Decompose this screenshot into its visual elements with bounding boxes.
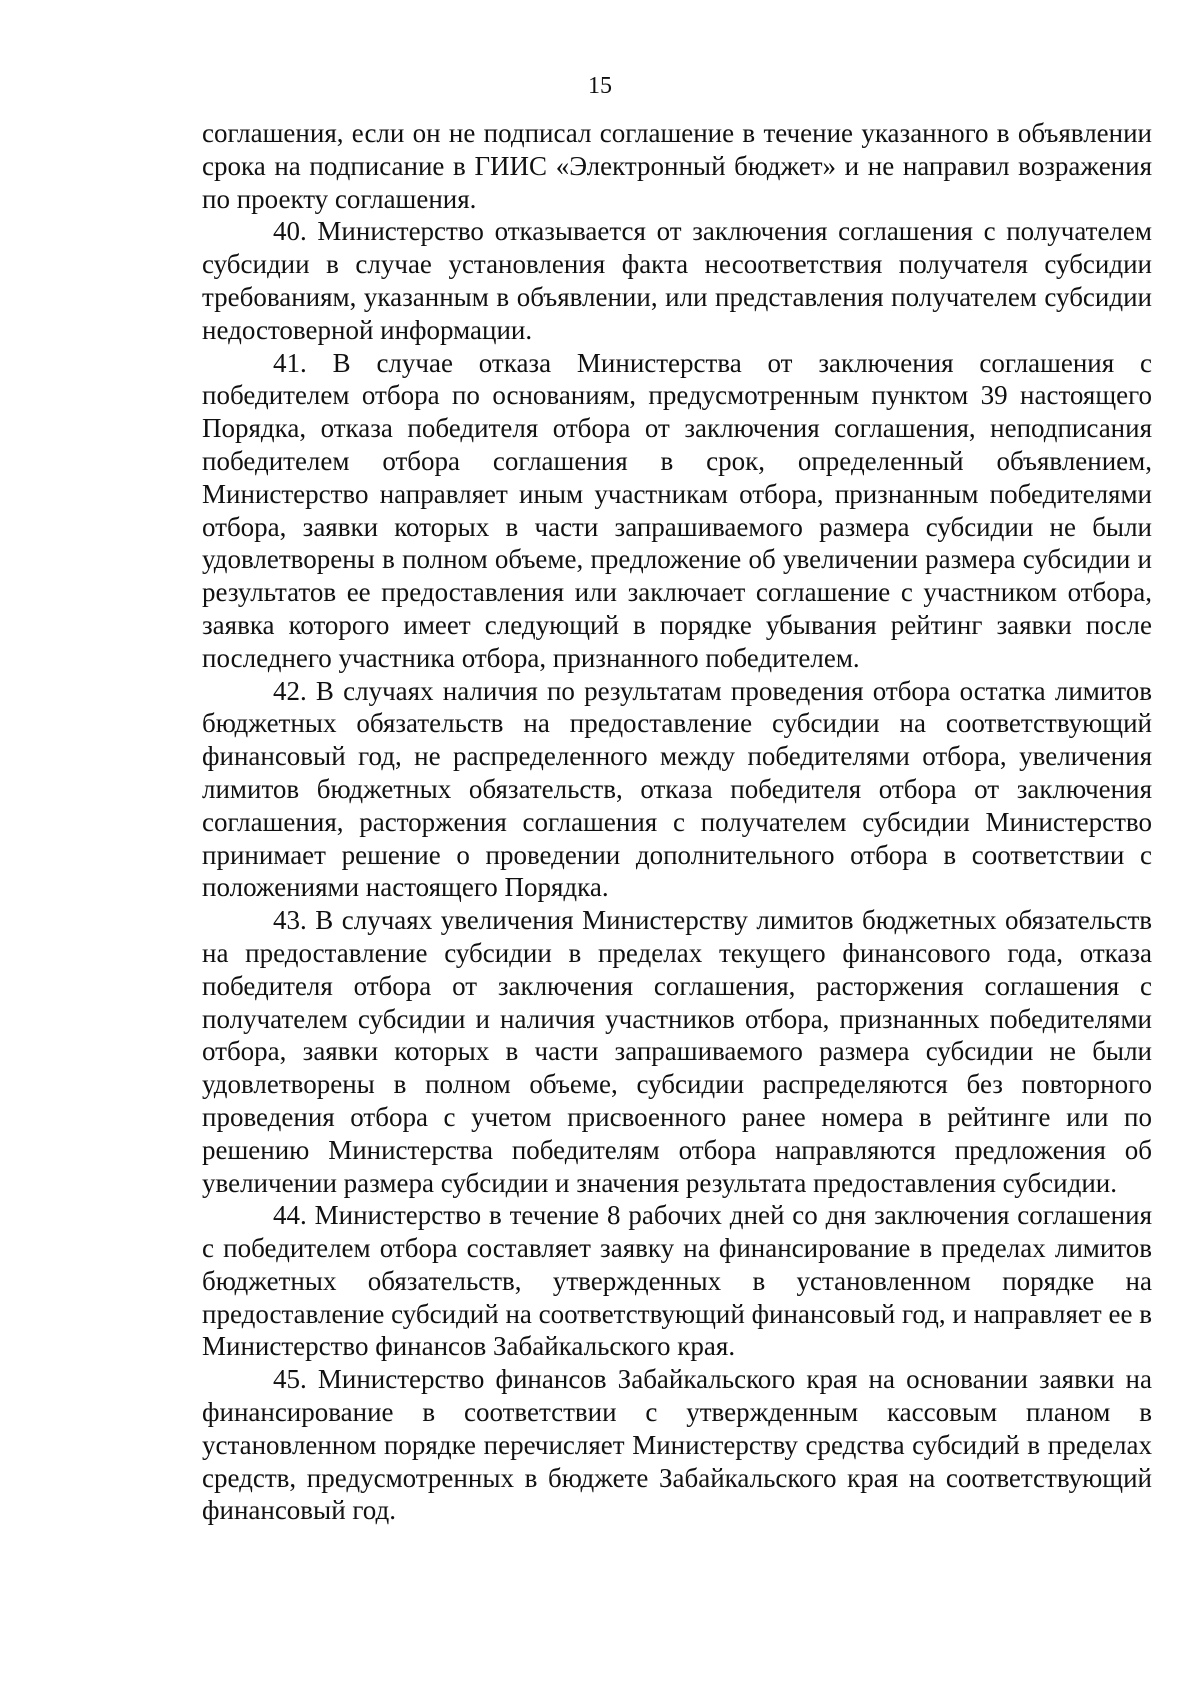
paragraph-45: 45. Министерство финансов Забайкальского края на основании заявки на финансирование в соответствии с утвержденным кассовым планом в установленном порядке перечисляет Министерству средства субсидий в пределах средств, предусмотренных в бюджете Забайкальского края на соответствующий финансовый год. [202,1364,1152,1526]
paragraph-40: 40. Министерство отказывается от заключения соглашения с получателем субсидии в случае установления факта несоответствия получателя субсидии требованиям, указанным в объявлении, или представления получателем субсидии недостоверной информации. [202,216,1152,345]
document-body [202,117,1152,1527]
paragraph-42: 42. В случаях наличия по результатам проведения отбора остатка лимитов бюджетных обязательств на предоставление субсидии на соответствующий финансовый год, не распределенного между победителями отбора, увеличения лимитов бюджетных обязательств, отказа победителя отбора от заключения соглашения, расторжения соглашения с получателем субсидии Министерство принимает решение о проведении дополнительного отбора в соответствии с положениями настоящего Порядка. [202,675,1152,903]
paragraph-44: 44. Министерство в течение 8 рабочих дней со дня заключения соглашения с победителем отбора составляет заявку на финансирование в пределах лимитов бюджетных обязательств, утвержденных в установленном порядке на предоставление субсидий на соответствующий финансовый год, и направляет ее в Министерство финансов Забайкальского края. [202,1200,1152,1362]
paragraph-41: 41. В случае отказа Министерства от заключения соглашения с победителем отбора по основаниям, предусмотренным пунктом 39 настоящего Порядка, отказа победителя отбора от заключения соглашения, неподписания победителем отбора соглашения в срок, определенный объявлением, Министерство направляет иным участникам отбора, признанным победителями отбора, заявки которых в части запрашиваемого размера субсидии не были удовлетворены в полном объеме, предложение об увеличении размера субсидии и результатов ее предоставления или заключает соглашение с участником отбора, заявка которого имеет следующий в порядке убывания рейтинг заявки после последнего участника отбора, признанного победителем. [202,347,1152,673]
page-number: 15 [588,73,612,99]
paragraph-39-continuation: соглашения, если он не подписал соглашение в течение указанного в объявлении срока на подписание в ГИИС «Электронный бюджет» и не направил возражения по проекту соглашения. [202,118,1152,214]
paragraph-43: 43. В случаях увеличения Министерству лимитов бюджетных обязательств на предоставление субсидии в пределах текущего финансового года, отказа победителя отбора от заключения соглашения, расторжения соглашения с получателем субсидии и наличия участников отбора, признанных победителями отбора, заявки которых в части запрашиваемого размера субсидии не были удовлетворены в полном объеме, субсидии распределяются без повторного проведения отбора с учетом присвоенного ранее номера в рейтинге или по решению Министерства победителям отбора направляются предложения об увеличении размера субсидии и значения результата предоставления субсидии. [202,905,1152,1198]
